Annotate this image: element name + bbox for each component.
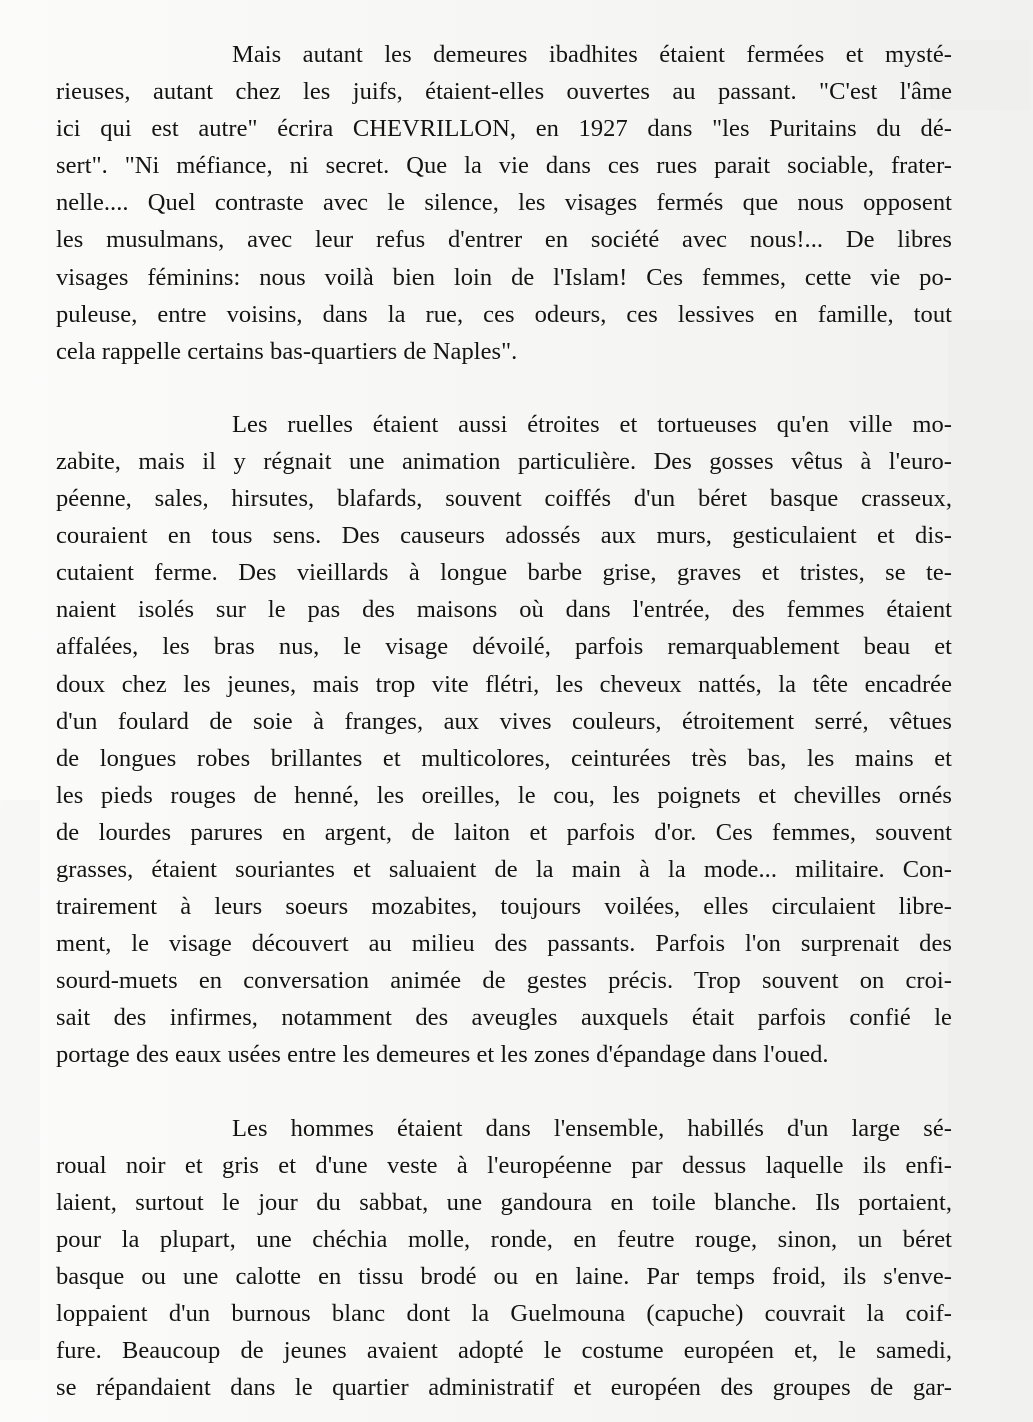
text-line: de lourdes parures en argent, de laiton et parfois d'or. Ces femmes, souvent (56, 818, 952, 846)
paragraph (56, 406, 952, 1074)
bleed-through-shadow (0, 800, 40, 1360)
text-line: sait des infirmes, notamment des aveugles auxquels était parfois confié le (56, 1004, 952, 1032)
text-line: les musulmans, avec leur refus d'entrer en société avec nous!... De libres (56, 226, 952, 254)
bleed-through-shadow (948, 320, 1033, 1320)
paragraph (56, 36, 952, 370)
text-line: trairement à leurs soeurs mozabites, toujours voilées, elles circulaient libre- (56, 893, 952, 921)
text-line: doux chez les jeunes, mais trop vite flétri, les cheveux nattés, la tête encadrée (56, 670, 952, 698)
text-line: rieuses, autant chez les juifs, étaient-elles ouvertes au passant. "C'est l'âme (56, 78, 952, 106)
text-line: cutaient ferme. Des vieillards à longue barbe grise, graves et tristes, se te- (56, 559, 952, 587)
body-text (56, 36, 952, 1406)
text-line: sert". "Ni méfiance, ni secret. Que la vie dans ces rues parait sociable, frater- (56, 152, 952, 180)
text-line: naient isolés sur le pas des maisons où dans l'entrée, des femmes étaient (56, 596, 952, 624)
text-line: Mais autant les demeures ibadhites étaient fermées et mysté- (232, 41, 952, 68)
paragraph (56, 1110, 952, 1407)
text-line: cela rappelle certains bas-quartiers de Naples". (56, 337, 518, 365)
text-line: grasses, étaient souriantes et saluaient de la main à la mode... militaire. Con- (56, 855, 952, 883)
text-line: visages féminins: nous voilà bien loin de l'Islam! Ces femmes, cette vie po- (56, 263, 952, 291)
text-line: affalées, les bras nus, le visage dévoilé, parfois remarquablement beau et (56, 633, 952, 661)
text-line: sourd-muets en conversation animée de gestes précis. Trop souvent on croi- (56, 967, 952, 995)
text-line: couraient en tous sens. Des causeurs adossés aux murs, gesticulaient et dis- (56, 522, 952, 550)
text-line: d'un foulard de soie à franges, aux vives couleurs, étroitement serré, vêtues (56, 707, 952, 735)
text-line: roual noir et gris et d'une veste à l'européenne par dessus laquelle ils enfi- (56, 1151, 952, 1179)
text-line: nelle.... Quel contraste avec le silence, les visages fermés que nous opposent (56, 189, 952, 217)
text-line: se répandaient dans le quartier administratif et européen des groupes de gar- (56, 1374, 952, 1402)
text-line: zabite, mais il y régnait une animation particulière. Des gosses vêtus à l'euro- (56, 447, 952, 475)
text-line: portage des eaux usées entre les demeures et les zones d'épandage dans l'oued. (56, 1041, 829, 1069)
text-line: Les hommes étaient dans l'ensemble, habillés d'un large sé- (232, 1114, 952, 1142)
text-line: loppaient d'un burnous blanc dont la Guelmouna (capuche) couvrait la coif- (56, 1300, 952, 1327)
text-line: de longues robes brillantes et multicolores, ceinturées très bas, les mains et (56, 744, 952, 772)
text-line: laient, surtout le jour du sabbat, une gandoura en toile blanche. Ils portaient, (56, 1188, 952, 1216)
text-line: puleuse, entre voisins, dans la rue, ces odeurs, ces lessives en famille, tout (56, 300, 952, 328)
text-line: ici qui est autre" écrira CHEVRILLON, en 1927 dans "les Puritains du dé- (56, 115, 952, 143)
text-line: les pieds rouges de henné, les oreilles, le cou, les poignets et chevilles ornés (56, 781, 952, 809)
text-line: fure. Beaucoup de jeunes avaient adopté le costume européen et, le samedi, (56, 1337, 952, 1365)
text-line: Les ruelles étaient aussi étroites et tortueuses qu'en ville mo- (232, 410, 952, 438)
text-line: basque ou une calotte en tissu brodé ou en laine. Par temps froid, ils s'enve- (56, 1262, 952, 1290)
text-line: pour la plupart, une chéchia molle, ronde, en feutre rouge, sinon, un béret (56, 1225, 952, 1253)
text-line: péenne, sales, hirsutes, blafards, souvent coiffés d'un béret basque crasseux, (56, 485, 952, 513)
text-line: ment, le visage découvert au milieu des passants. Parfois l'on surprenait des (56, 930, 952, 958)
